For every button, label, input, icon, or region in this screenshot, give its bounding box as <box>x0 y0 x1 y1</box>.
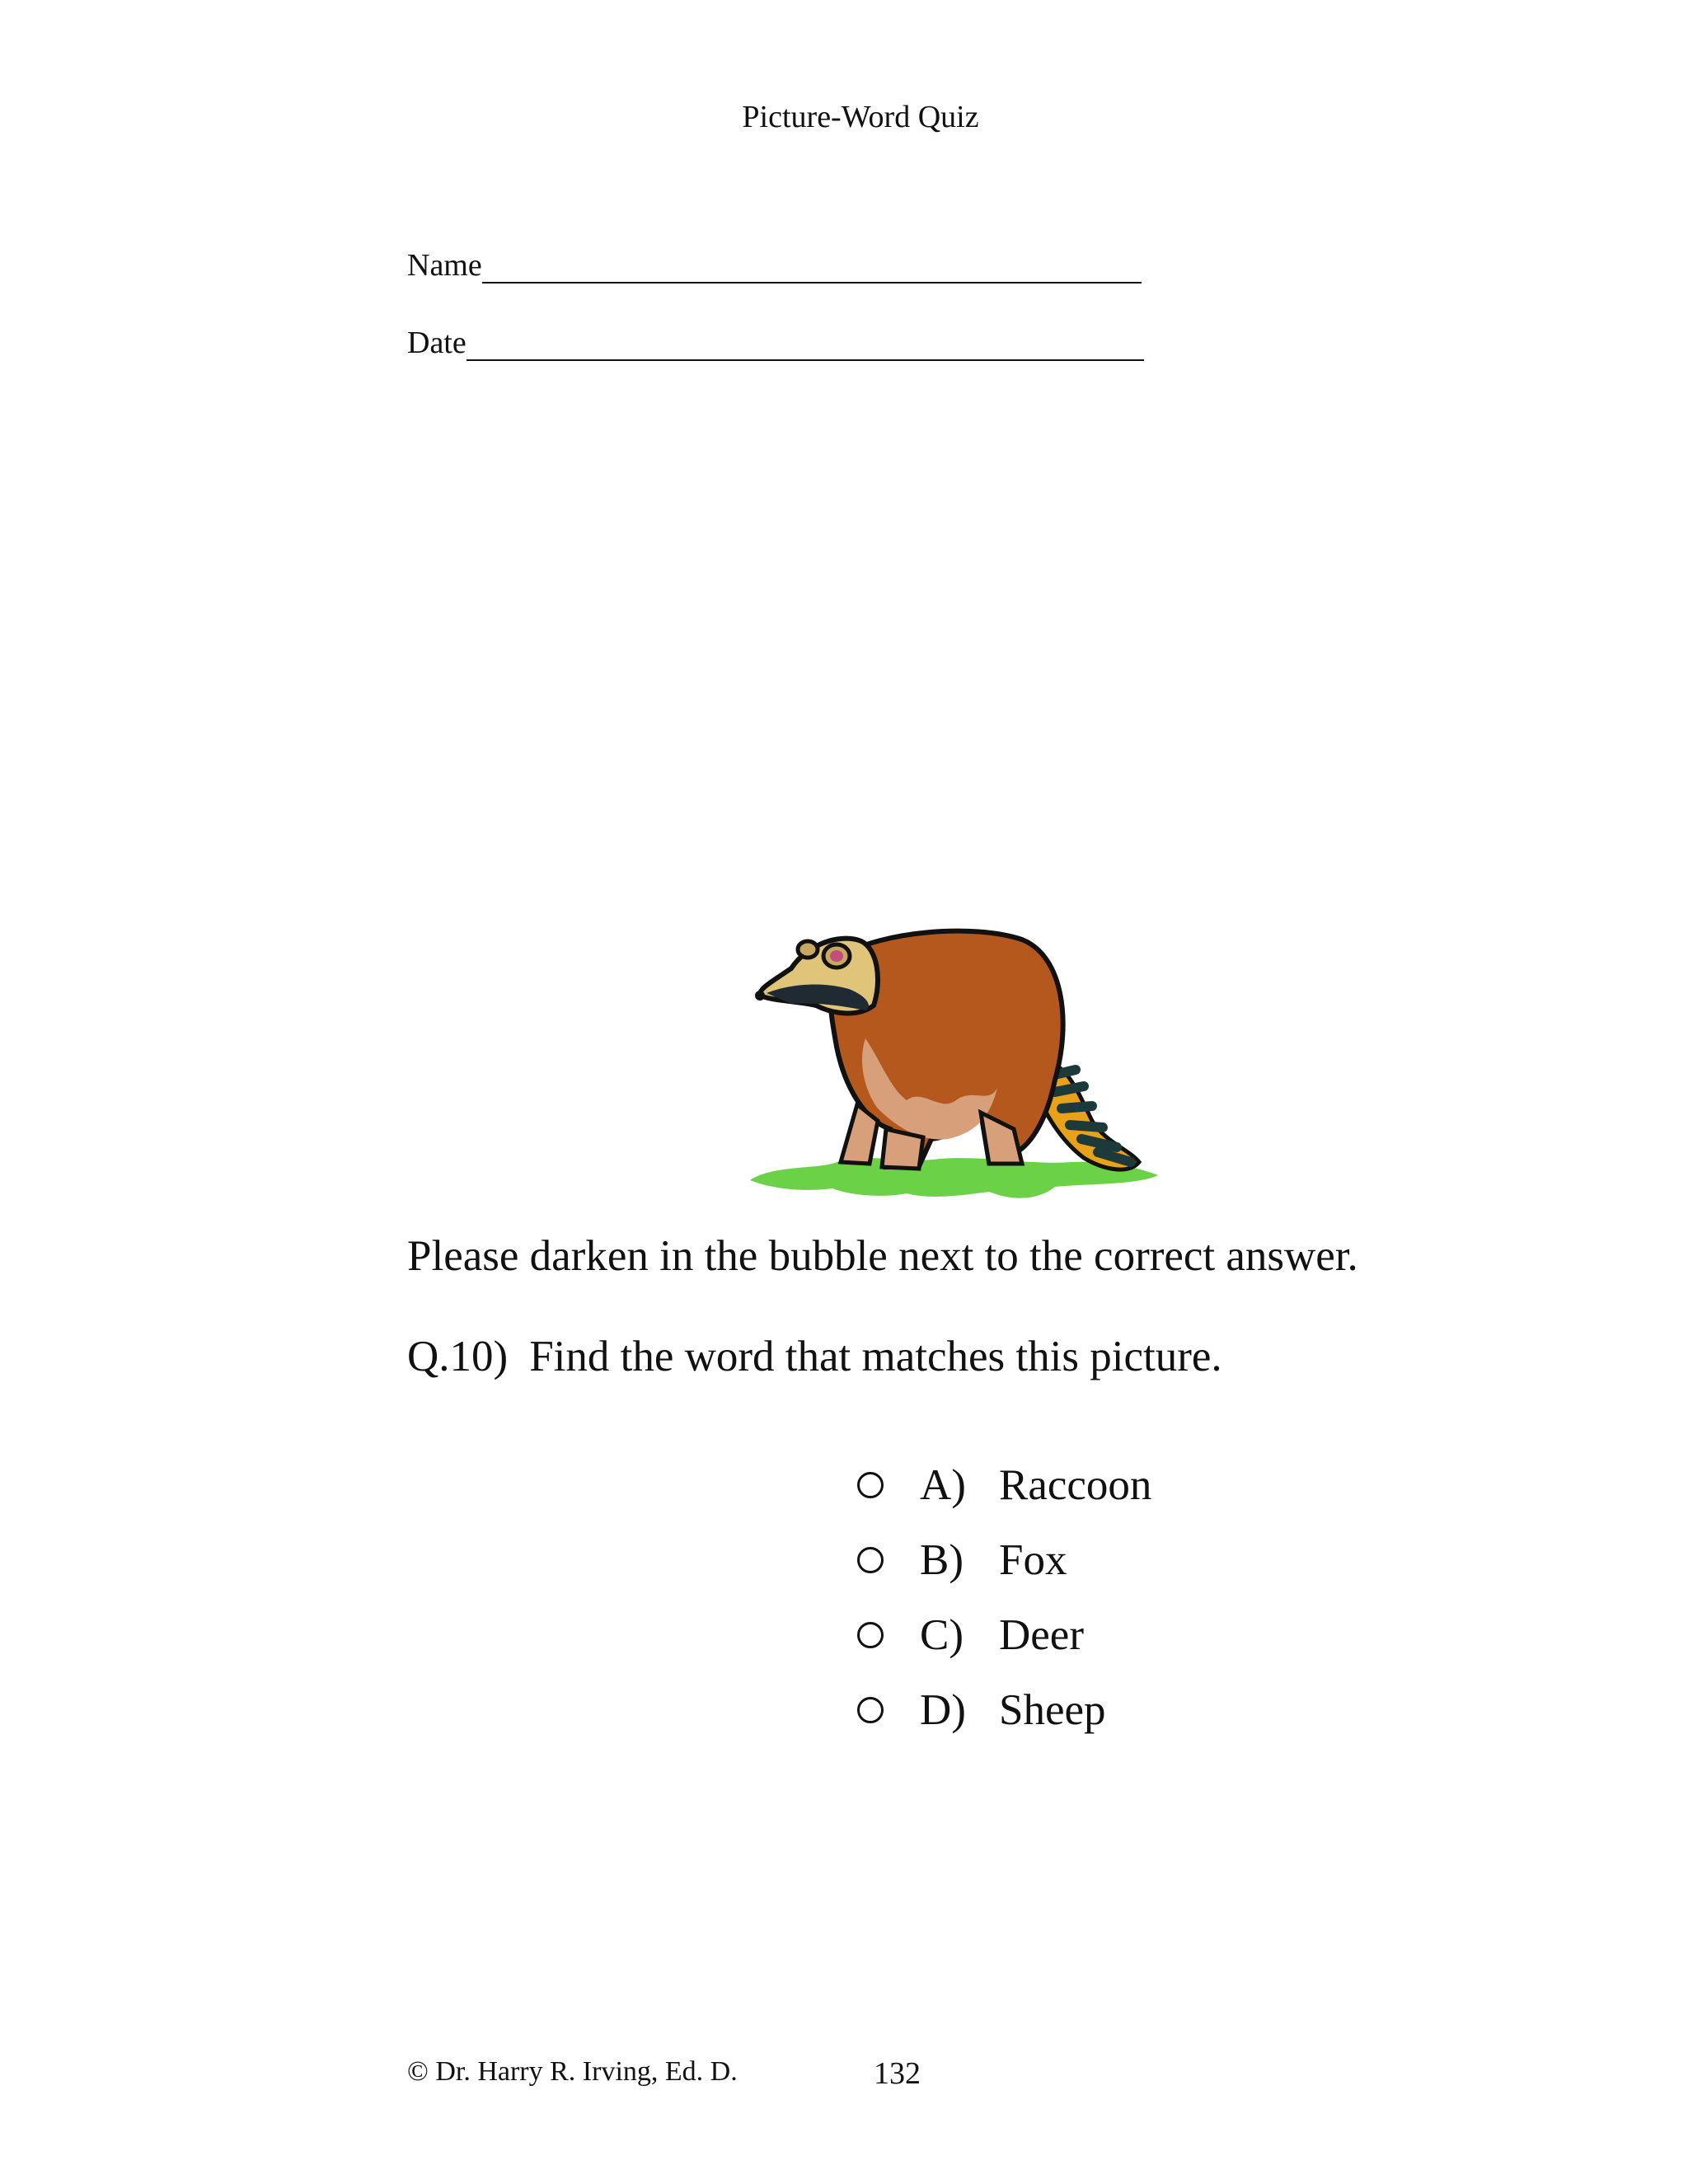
answer-options <box>857 1447 1151 1747</box>
date-label: Date <box>407 326 467 360</box>
raccoon-illustration <box>742 923 1170 1212</box>
copyright-text: © Dr. Harry R. Irving, Ed. D. <box>407 2056 738 2087</box>
question-number: Q.10) <box>407 1333 509 1380</box>
option-a[interactable] <box>857 1447 1151 1522</box>
option-c[interactable] <box>857 1597 1151 1672</box>
bubble-icon[interactable] <box>857 1472 884 1498</box>
option-d[interactable] <box>857 1672 1151 1747</box>
page-title: Picture-Word Quiz <box>742 100 979 134</box>
raccoon-picture <box>742 923 1170 1212</box>
question <box>407 1330 1222 1383</box>
date-line[interactable] <box>467 330 1144 361</box>
option-letter: B) <box>920 1535 964 1584</box>
date-field[interactable] <box>407 325 1144 361</box>
option-text: Raccoon <box>999 1460 1152 1509</box>
question-text: Find the word that matches this picture. <box>529 1333 1222 1380</box>
option-letter: C) <box>920 1610 964 1659</box>
name-field[interactable] <box>407 247 1142 284</box>
option-text: Fox <box>999 1535 1067 1584</box>
option-text: Sheep <box>999 1685 1106 1734</box>
bubble-icon[interactable] <box>857 1622 884 1648</box>
option-text: Deer <box>999 1610 1084 1659</box>
instruction-text: Please darken in the bubble next to the correct answer. <box>407 1232 1358 1280</box>
option-letter: A) <box>920 1460 966 1509</box>
bubble-icon[interactable] <box>857 1697 884 1723</box>
page-number: 132 <box>874 2056 921 2091</box>
bubble-icon[interactable] <box>857 1547 884 1573</box>
option-letter: D) <box>920 1685 966 1734</box>
name-label: Name <box>407 248 482 283</box>
option-b[interactable] <box>857 1522 1151 1597</box>
name-line[interactable] <box>482 252 1142 284</box>
